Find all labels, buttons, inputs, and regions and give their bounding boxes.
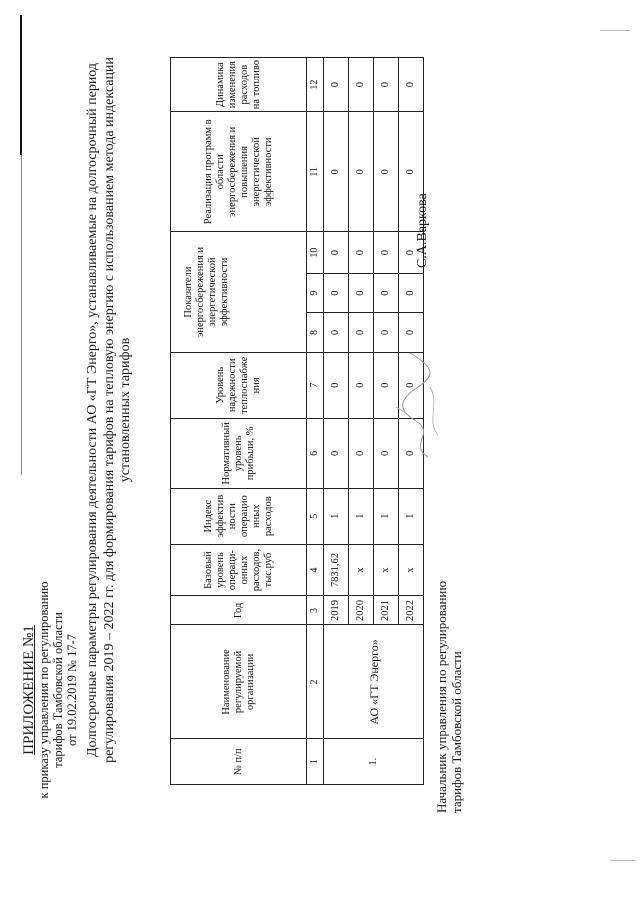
cell-index: 1: [399, 488, 424, 544]
cell-dynamics: 0: [374, 58, 399, 112]
header-year: Год: [171, 596, 307, 625]
header-base: Базовый уровень операци-онных расходов, тыс.руб: [171, 544, 307, 596]
org-number: 1.: [324, 739, 424, 785]
col-num: 4: [307, 544, 324, 596]
cell-energy: 0: [374, 232, 399, 273]
col-num: 11: [307, 112, 324, 232]
col-num: 6: [307, 418, 324, 488]
col-num: 12: [307, 58, 324, 112]
header-dynamics: Динамика изменения расходов на топливо: [171, 58, 307, 112]
cell-program: 0: [399, 112, 424, 232]
cell-index: 1: [349, 488, 374, 544]
cell-dynamics: 0: [349, 58, 374, 112]
column-number-row: [307, 58, 324, 785]
appendix-line: тарифов Тамбовской области: [51, 612, 65, 768]
cell-year: 2020: [349, 596, 374, 625]
cell-base: x: [349, 544, 374, 596]
signatory-name: С.А.Варкова: [415, 193, 430, 268]
cell-reliability: 0: [399, 352, 424, 418]
signatory-position: тарифов Тамбовской области: [449, 651, 464, 813]
org-name: АО «ГТ Энерго»: [324, 625, 424, 739]
cell-energy: 0: [349, 273, 374, 312]
cell-base: x: [399, 544, 424, 596]
handwritten-signature: [388, 345, 448, 465]
header-org: Наименование регулируемой организации: [171, 625, 307, 739]
cell-reliability: 0: [324, 352, 349, 418]
cell-dynamics: 0: [324, 58, 349, 112]
cell-energy: 0: [324, 273, 349, 312]
cell-energy: 0: [349, 232, 374, 273]
cell-dynamics: 0: [399, 58, 424, 112]
appendix-header: [22, 540, 79, 840]
cell-program: 0: [349, 112, 374, 232]
cell-year: 2021: [374, 596, 399, 625]
cell-profit: 0: [374, 418, 399, 488]
cell-reliability: 0: [374, 352, 399, 418]
cell-energy: 0: [374, 273, 399, 312]
cell-year: 2019: [324, 596, 349, 625]
cell-energy: 0: [399, 232, 424, 273]
col-num: 9: [307, 273, 324, 312]
cell-program: 0: [374, 112, 399, 232]
cell-base: x: [374, 544, 399, 596]
col-num: 2: [307, 625, 324, 739]
cell-energy: 0: [399, 273, 424, 312]
col-num: 5: [307, 488, 324, 544]
col-num: 3: [307, 596, 324, 625]
cell-profit: 0: [349, 418, 374, 488]
header-row: [171, 58, 307, 785]
header-program: Реализация программ в области энергосбережения и повышения энергетической эффективности: [171, 112, 307, 232]
col-num: 10: [307, 232, 324, 273]
signatory-position: Начальник управления по регулированию: [434, 580, 449, 813]
cell-energy: 0: [324, 313, 349, 352]
appendix-line: к приказу управления по регулированию: [37, 581, 51, 799]
document-title: [85, 30, 135, 790]
cell-profit: 0: [399, 418, 424, 488]
cell-profit: 0: [324, 418, 349, 488]
col-num: 7: [307, 352, 324, 418]
cell-energy: 0: [399, 313, 424, 352]
header-profit: Нормативный уровень прибыли, %: [171, 418, 307, 488]
cell-base: 7831,62: [324, 544, 349, 596]
header-energy-indicators: Показатели энергосбережения и энергетической эффективности: [171, 232, 307, 352]
col-num: 8: [307, 313, 324, 352]
cell-energy: 0: [324, 232, 349, 273]
cell-energy: 0: [349, 313, 374, 352]
cell-year: 2022: [399, 596, 424, 625]
appendix-date: от 19.02.2019 № 17-7: [65, 634, 79, 747]
cell-index: 1: [374, 488, 399, 544]
appendix-title: ПРИЛОЖЕНИЕ №1: [21, 625, 37, 755]
title-line: установленных тарифов: [118, 337, 133, 483]
header-num: № п/п: [171, 739, 307, 785]
col-num: 1: [307, 739, 324, 785]
header-reliability: Уровень надежности теплоснабже ния: [171, 352, 307, 418]
parameters-table: [170, 57, 424, 785]
title-line: Долгосрочные параметры регулирования деятельности АО «ГТ Энерго», устанавливаемые на долгосрочный период: [85, 62, 100, 758]
table-row: [324, 58, 349, 785]
cell-reliability: 0: [349, 352, 374, 418]
cell-energy: 0: [374, 313, 399, 352]
cell-index: 1: [324, 488, 349, 544]
header-index: Индекс эффектив ности операцио нных расходов: [171, 488, 307, 544]
cell-program: 0: [324, 112, 349, 232]
signature-block: [434, 581, 464, 813]
title-line: регулирования 2019 – 2022 гг. для формирования тарифов на тепловую энергию с использованием метода индексации: [101, 57, 117, 763]
